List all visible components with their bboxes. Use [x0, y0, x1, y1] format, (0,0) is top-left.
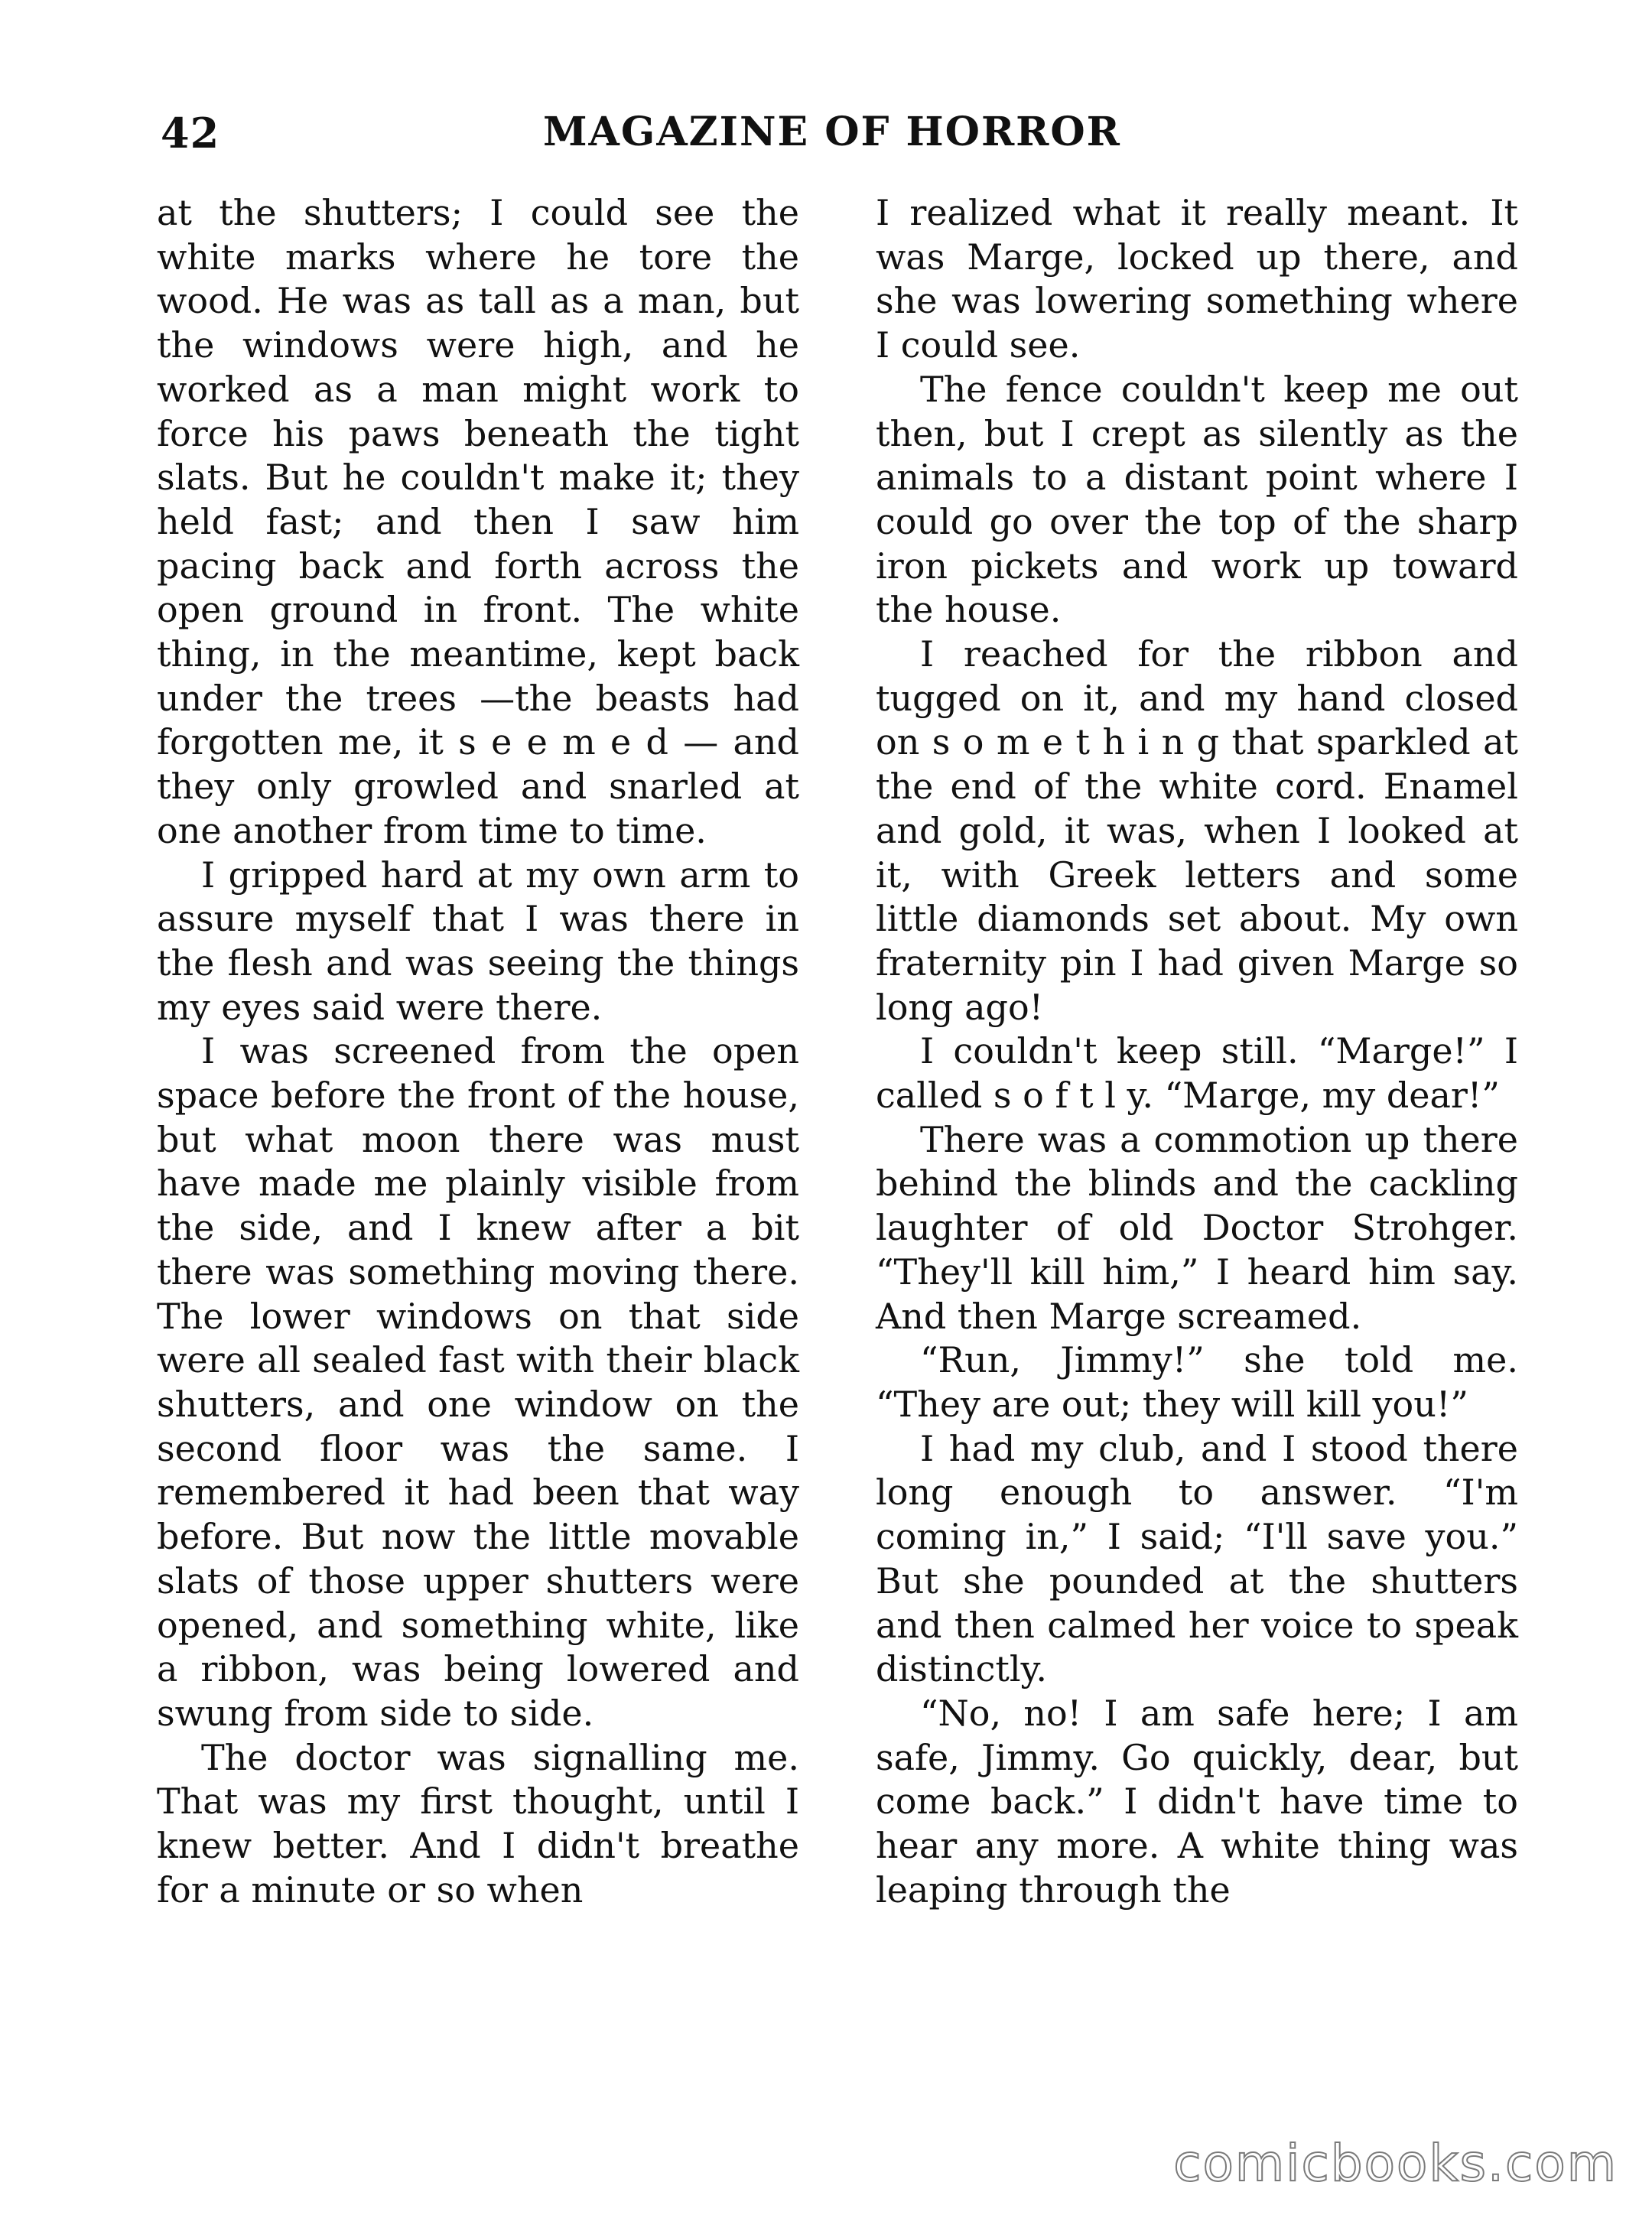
paragraph: I had my club, and I stood there long enough to answer. “I'm coming in,” I said; “I'll save you.” But she pounded at the shutters and then calmed her voice to speak distinctly.: [876, 1427, 1518, 1690]
page-header: [161, 109, 1499, 170]
paragraph: “No, no! I am safe here; I am safe, Jimmy. Go quickly, dear, but come back.” I didn't have time to hear any more. A white thing was leaping through the: [876, 1692, 1518, 1911]
paragraph: at the shutters; I could see the white marks where he tore the wood. He was as tall as a man, but the windows were high, and he worked as a man might work to force his paws beneath the tight slats. But he couldn't make it; they held fast; and then I saw him pacing back and forth across the open ground in front. The white thing, in the meantime, kept back under the trees —the beasts had forgotten me, it s e e m e d — and they only growled and snarled at one another from time to time.: [157, 192, 799, 851]
right-text-column: [876, 191, 1518, 1912]
paragraph: The doctor was signalling me. That was my first thought, until I knew better. And I didn't breathe for a minute or so when: [157, 1736, 799, 1911]
paragraph: I reached for the ribbon and tugged on it, and my hand closed on s o m e t h i n g that sparkled at the end of the white cord. Enamel and gold, it was, when I looked at it, with Greek letters and some little diamonds set about. My own fraternity pin I had given Marge so long ago!: [876, 633, 1518, 1028]
paragraph: I couldn't keep still. “Marge!” I called s o f t l y. “Marge, my dear!”: [876, 1030, 1518, 1117]
left-text-column: [157, 191, 799, 1912]
paragraph: The fence couldn't keep me out then, but I crept as silently as the animals to a distant point where I could go over the top of the sharp iron pickets and work up toward the house.: [876, 368, 1518, 631]
watermark: comicbooks.com: [1173, 2134, 1618, 2193]
paragraph: I gripped hard at my own arm to assure myself that I was there in the flesh and was seeing the things my eyes said were there.: [157, 854, 799, 1028]
running-title: MAGAZINE OF HORROR: [543, 109, 1121, 155]
paragraph: “Run, Jimmy!” she told me. “They are out; they will kill you!”: [876, 1339, 1518, 1425]
paragraph: There was a commotion up there behind the blinds and the cackling laughter of old Doctor Strohger. “They'll kill him,” I heard him say. And then Marge screamed.: [876, 1118, 1518, 1337]
paragraph: I realized what it really meant. It was Marge, locked up there, and she was lowering something where I could see.: [876, 192, 1518, 366]
paragraph: I was screened from the open space before the front of the house, but what moon there was must have made me plainly visible from the side, and I knew after a bit there was something moving there. The lower windows on that side were all sealed fast with their black shutters, and one window on the second floor was the same. I remembered it had been that way before. But now the little movable slats of those upper shutters were opened, and something white, like a ribbon, was being lowered and swung from side to side.: [157, 1030, 799, 1734]
page-number: 42: [161, 109, 220, 158]
